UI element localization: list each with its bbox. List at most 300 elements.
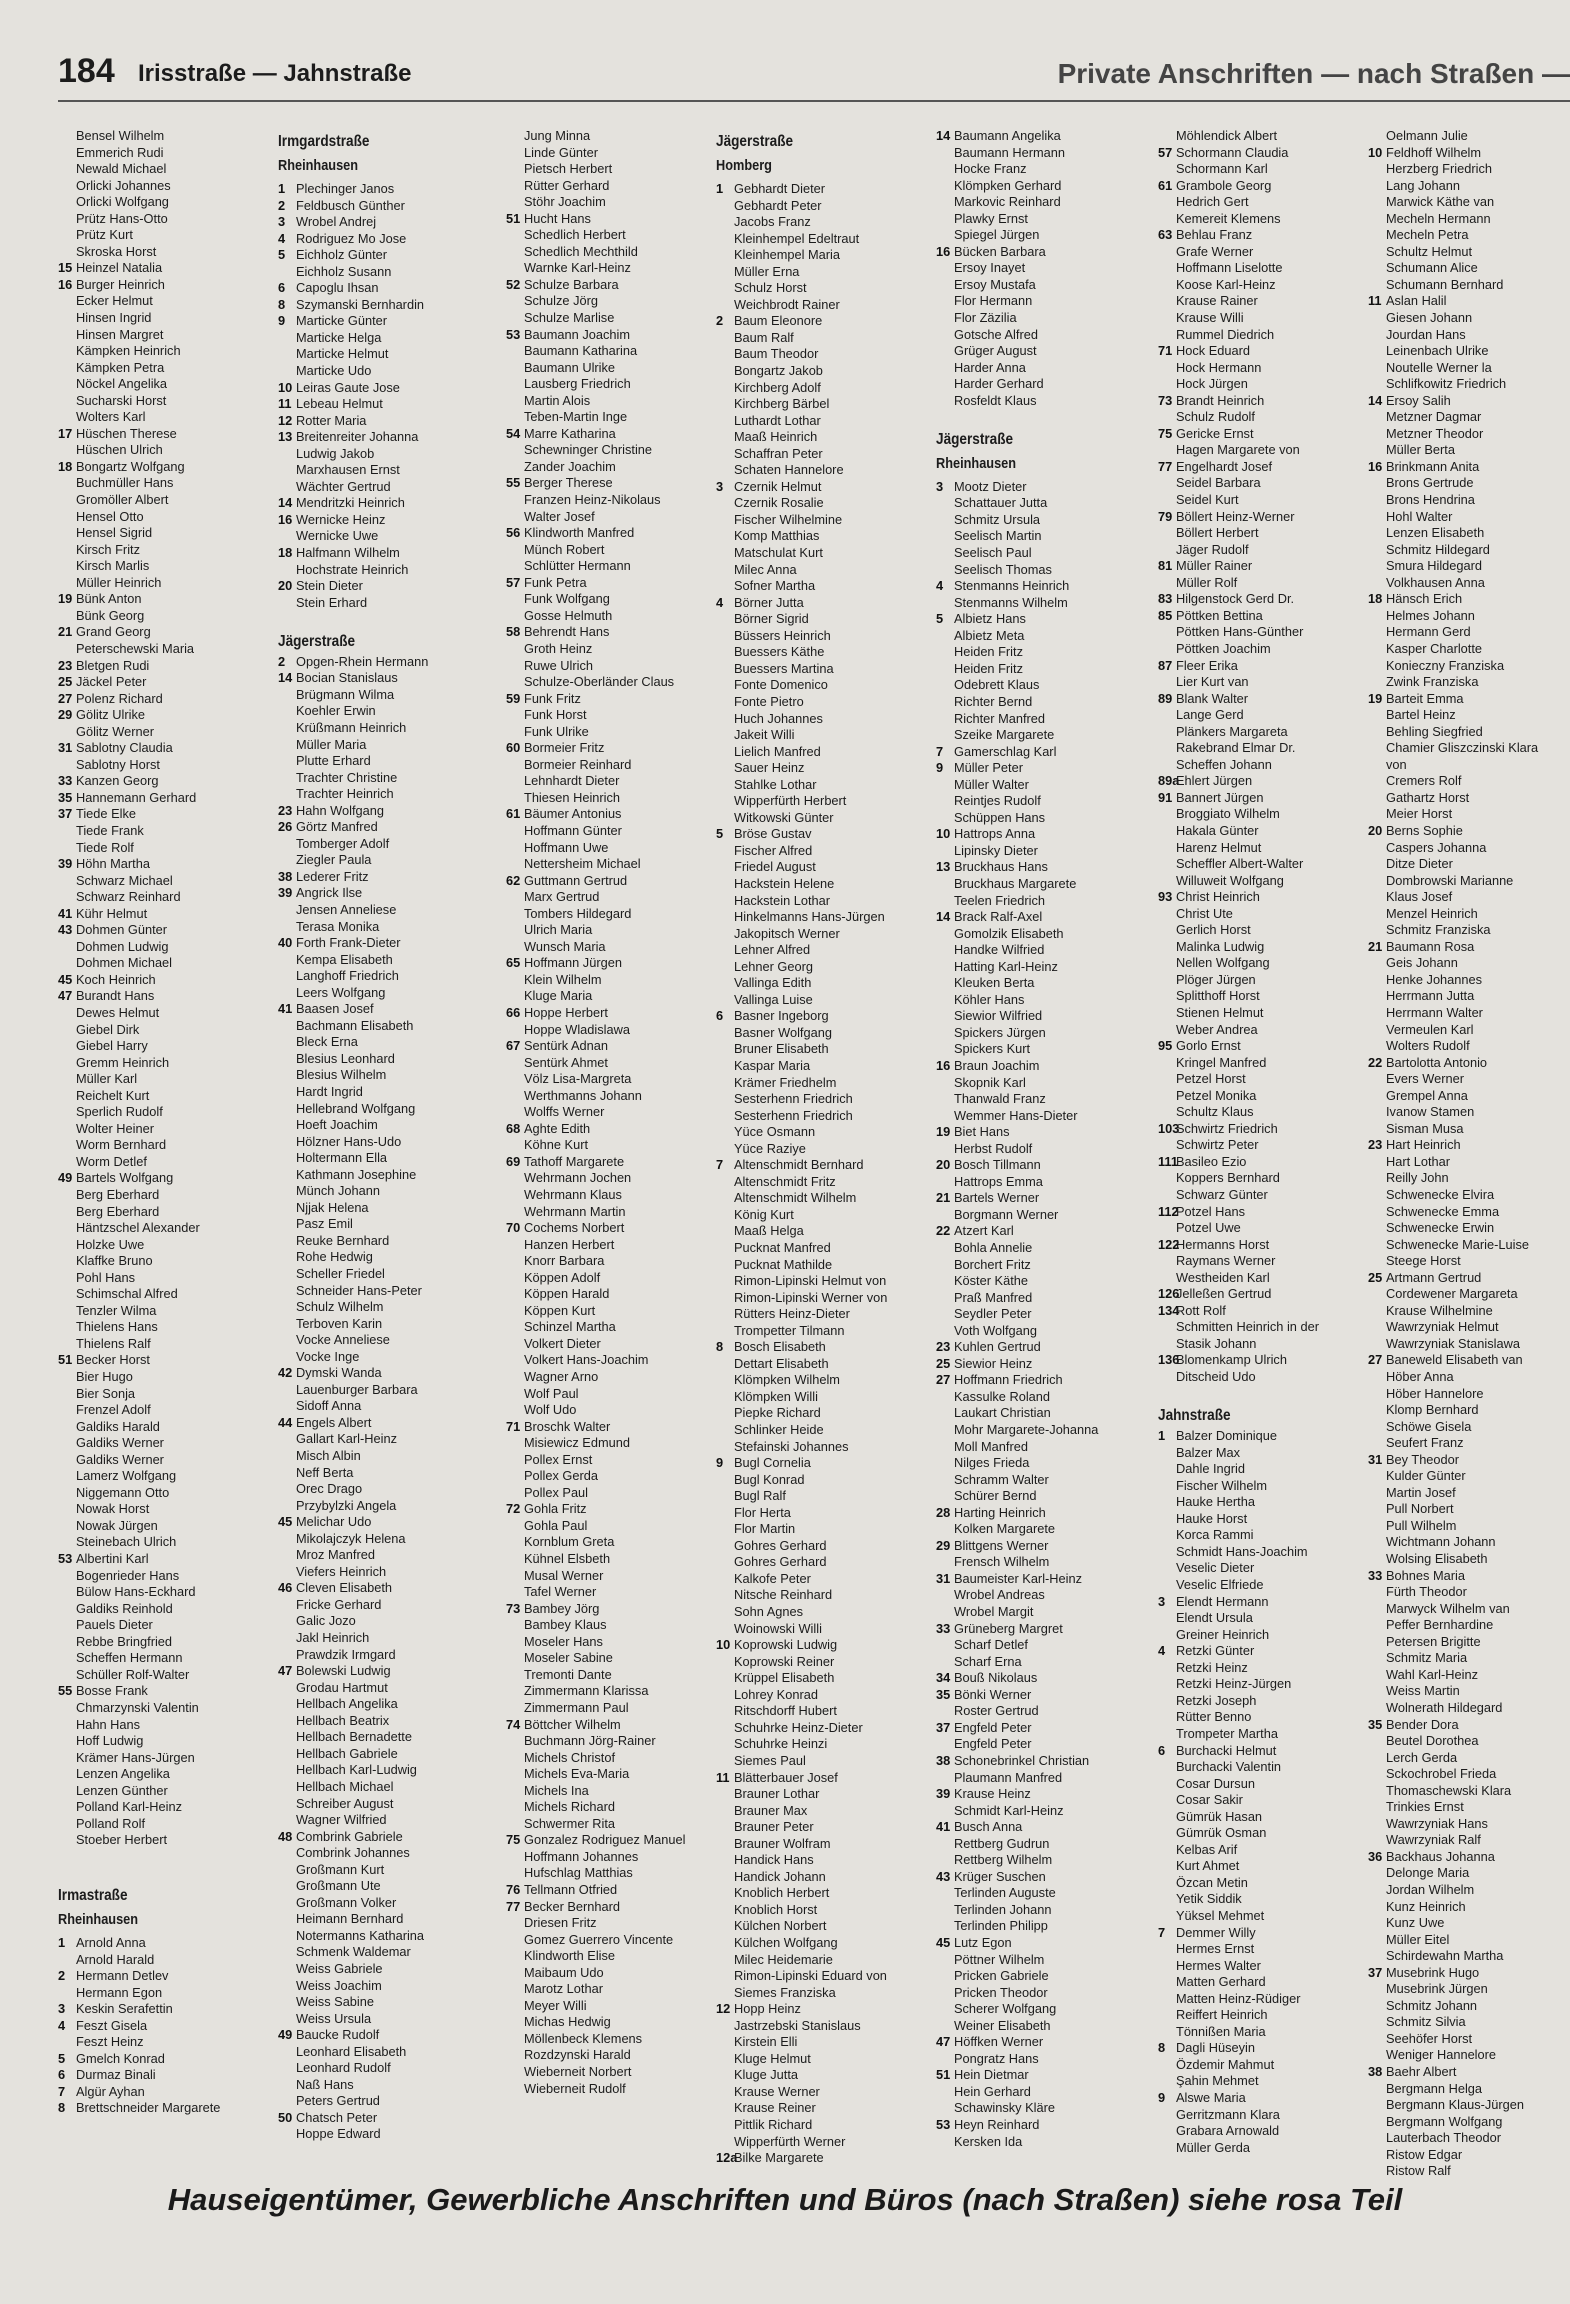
directory-entry [278,313,474,330]
resident-name: Borgmann Werner [954,1206,1059,1222]
resident-name: Brons Hendrina [1386,492,1475,508]
directory-entry [58,724,254,741]
house-number: 85 [1158,607,1173,623]
directory-entry [936,545,1132,562]
house-number [1368,1832,1386,1849]
house-number [278,1878,296,1895]
resident-name: Funk Ulrike [524,723,589,739]
directory-entry [936,859,1132,876]
house-number [1368,840,1386,857]
house-number [1158,1759,1176,1776]
house-number [1158,1544,1176,1561]
house-number [1368,426,1386,443]
directory-entry [1158,757,1354,774]
house-number: 57 [1158,144,1173,160]
directory-entry [716,893,916,910]
resident-name: Michels Richard [524,1799,616,1815]
house-number [506,707,524,724]
directory-entry [1368,1237,1568,1254]
house-number [58,1865,76,1882]
column-3 [506,128,710,2158]
resident-name: Lehnhardt Dieter [524,773,620,789]
house-number [1158,1726,1176,1743]
house-number [1158,1958,1176,1975]
resident-name: Petzel Horst [1176,1071,1246,1087]
resident-name: Hoffmann Uwe [524,839,609,855]
directory-entry [58,873,254,890]
house-number [936,343,954,360]
directory-entry [936,843,1132,860]
directory-entry [506,360,710,377]
house-number [1158,922,1176,939]
resident-name: Jelleßen Gertrud [1176,1286,1272,1302]
resident-name: Aslan Halil [1386,293,1447,309]
house-number [278,786,296,803]
directory-entry [716,1339,916,1356]
directory-entry [716,1488,916,1505]
directory-entry [936,343,1132,360]
resident-name: Dohmen Ludwig [76,938,169,954]
resident-name: Milec Heidemarie [734,1951,833,1967]
directory-entry [58,509,254,526]
house-number: 91 [1158,789,1173,805]
directory-entry [936,2018,1132,2035]
directory-entry [1368,608,1568,625]
house-number [278,1961,296,1978]
directory-entry [506,1170,710,1187]
directory-entry [936,1786,1132,1803]
directory-entry [1368,211,1568,228]
resident-name: Müller Karl [76,1071,138,1087]
directory-entry [716,1058,916,1075]
directory-entry [716,578,916,595]
house-number [278,753,296,770]
house-number [1368,1650,1386,1667]
house-number [1158,1627,1176,1644]
directory-entry [506,856,710,873]
directory-entry [716,346,916,363]
directory-entry [278,1911,474,1928]
directory-entry [1158,128,1354,145]
directory-entry [506,1733,710,1750]
house-number [506,1981,524,1998]
resident-name: Hopp Heinz [734,2001,801,2017]
resident-name: Grüger August [954,343,1037,359]
directory-entry [506,1121,710,1138]
house-number [716,1985,734,2002]
resident-name: Flor Martin [734,1521,796,1537]
house-number [936,942,954,959]
resident-name: Gebhardt Dieter [734,181,826,196]
house-number [278,1895,296,1912]
house-number [506,658,524,675]
resident-name: Hermann Detlev [76,1968,169,1984]
resident-name: Engfeld Peter [954,1719,1032,1735]
house-number [506,1865,524,1882]
resident-name: Kleinhempel Edeltraut [734,230,860,246]
directory-entry [506,658,710,675]
house-number [506,988,524,1005]
house-number [1368,1750,1386,1767]
resident-name: Stefainski Johannes [734,1438,849,1454]
directory-entry [278,2044,474,2061]
resident-name: Dymski Wanda [296,1365,382,1381]
house-number [936,1587,954,1604]
directory-entry [936,1869,1132,1886]
house-number [1368,1882,1386,1899]
house-number [936,393,954,410]
directory-entry [1158,1858,1354,1875]
resident-name: Klömpken Gerhard [954,177,1062,193]
house-number [1158,2057,1176,2074]
house-number [506,1352,524,1369]
directory-entry [936,277,1132,294]
directory-entry [278,2077,474,2094]
directory-entry [936,1902,1132,1919]
resident-name: Reiffert Heinrich [1176,2007,1268,2023]
resident-name: Wolnerath Hildegard [1386,1699,1503,1715]
house-number [278,1266,296,1283]
house-number [58,376,76,393]
directory-entry [278,330,474,347]
directory-entry [1158,2107,1354,2124]
directory-entry [58,1968,254,1985]
resident-name: Brack Ralf-Axel [954,909,1043,925]
directory-entry [278,1729,474,1746]
directory-entry [58,624,254,641]
resident-name: Maaß Helga [734,1223,804,1239]
directory-entry [1158,1220,1354,1237]
directory-entry [506,1022,710,1039]
directory-entry [936,1736,1132,1753]
house-number [936,277,954,294]
directory-entry [506,1634,710,1651]
house-number [58,128,76,145]
resident-name: Blesius Wilhelm [296,1067,387,1083]
resident-name: Polland Rolf [76,1815,146,1831]
house-number [1158,260,1176,277]
resident-name: Schwermer Rita [524,1815,616,1831]
house-number [1368,1386,1386,1403]
resident-name: Hock Jürgen [1176,376,1248,392]
resident-name: Willuweit Wolfgang [1176,872,1284,888]
house-number: 4 [58,2017,66,2033]
resident-name: Keskin Serafettin [76,2001,173,2017]
directory-entry [936,727,1132,744]
resident-name: Schneider Hans-Peter [296,1282,422,1298]
house-number [58,724,76,741]
directory-entry [506,1650,710,1667]
directory-entry [1158,211,1354,228]
resident-name: Richter Bernd [954,693,1033,709]
directory-entry [278,687,474,704]
house-number [58,757,76,774]
directory-entry [716,2117,916,2134]
house-number: 9 [936,760,944,776]
house-number [1158,525,1176,542]
directory-entry [506,525,710,542]
directory-entry [58,1022,254,1039]
resident-name: Sentürk Adnan [524,1038,608,1054]
resident-name: Schedlich Herbert [524,227,626,243]
directory-entry [278,1150,474,1167]
house-number [506,260,524,277]
resident-name: Galdiks Werner [76,1435,164,1451]
resident-name: Orlicki Johannes [76,177,171,193]
house-number [936,992,954,1009]
directory-entry [278,1547,474,1564]
directory-entry [1158,707,1354,724]
house-number: 45 [278,1514,293,1530]
house-number [1368,1336,1386,1353]
directory-entry [278,1564,474,1581]
directory-entry [58,1187,254,1204]
house-number [1158,376,1176,393]
directory-entry [58,525,254,542]
directory-entry [716,446,916,463]
directory-entry [278,181,474,198]
house-number [58,1799,76,1816]
house-number [278,737,296,754]
resident-name: Moseler Sabine [524,1650,613,1666]
directory-entry [936,2084,1132,2101]
resident-name: Meier Horst [1386,806,1453,822]
resident-name: Lausberg Friedrich [524,376,631,392]
resident-name: Wehrmann Martin [524,1203,626,1219]
house-number [936,1240,954,1257]
house-number [1158,293,1176,310]
resident-name: Engelhardt Josef [1176,458,1273,474]
directory-entry [1368,1319,1568,1336]
directory-entry [936,909,1132,926]
directory-entry [716,1687,916,1704]
resident-name: Hermes Ernst [1176,1941,1255,1957]
resident-name: Broschk Walter [524,1418,611,1434]
resident-name: Groth Heinz [524,640,593,656]
house-number: 9 [716,1455,724,1471]
resident-name: Jourdan Hans [1386,326,1466,342]
resident-name: Lerch Gerda [1386,1749,1458,1765]
house-number: 16 [278,511,293,527]
resident-name: Ulrich Maria [524,922,593,938]
directory-entry [716,413,916,430]
directory-entry [58,1518,254,1535]
house-number: 19 [936,1124,951,1140]
house-number [716,909,734,926]
directory-entry [58,641,254,658]
directory-entry [278,935,474,952]
house-number [1368,1948,1386,1965]
resident-name: Gümrük Hasan [1176,1808,1263,1824]
house-number [278,1928,296,1945]
resident-name: Peterschewski Maria [76,640,195,656]
resident-name: Bormeier Fritz [524,740,605,756]
resident-name: Giebel Dirk [76,1021,140,1037]
directory-entry [58,1534,254,1551]
resident-name: Schlütter Hermann [524,558,631,574]
resident-name: Tellmann Otfried [524,1881,618,1897]
resident-name: Hackstein Helene [734,875,835,891]
resident-name: Schimschal Alfred [76,1286,178,1302]
house-number [506,1386,524,1403]
resident-name: Thanwald Franz [954,1091,1046,1107]
resident-name: Stein Dieter [296,578,363,594]
directory-entry [1158,1386,1354,1403]
house-number [716,1554,734,1571]
house-number: 11 [1368,293,1382,309]
directory-entry [936,810,1132,827]
resident-name: Wrobel Andreas [954,1587,1045,1603]
directory-entry [1158,1038,1354,1055]
house-number [506,1369,524,1386]
house-number: 56 [506,525,521,541]
directory-entry [1368,343,1568,360]
house-number [936,1654,954,1671]
resident-name: Schmitz Ursula [954,511,1041,527]
house-number [278,446,296,463]
house-number [1158,1776,1176,1793]
house-number [278,1117,296,1134]
directory-entry [58,178,254,195]
house-number [716,1803,734,1820]
directory-entry [58,1750,254,1767]
resident-name: Wrobel Andrej [296,214,377,230]
directory-entry [1158,873,1354,890]
directory-entry [716,462,916,479]
directory-entry [58,1204,254,1221]
directory-entry [1158,227,1354,244]
house-number [716,810,734,827]
resident-name: Wieberneit Rudolf [524,2080,626,2096]
house-number: 53 [936,2116,951,2132]
resident-name: Schulze Marlise [524,310,615,326]
resident-name: Biet Hans [954,1124,1010,1140]
resident-name: Bongartz Wolfgang [76,458,185,474]
resident-name: Petersen Brigitte [1386,1633,1481,1649]
resident-name: Herrmann Walter [1386,1004,1483,1020]
resident-name: Albertini Karl [76,1551,149,1567]
directory-entry [506,972,710,989]
house-number [716,462,734,479]
directory-entry [716,677,916,694]
house-number [278,611,296,628]
house-number: 47 [936,2034,951,2050]
directory-entry [278,985,474,1002]
resident-name: Pucknat Mathilde [734,1256,833,1272]
directory-entry [58,1435,254,1452]
resident-name: Hauke Hertha [1176,1494,1255,1510]
resident-name: Matschulat Kurt [734,545,823,561]
directory-entry [1158,1369,1354,1386]
directory-entry [1158,1941,1354,1958]
directory-entry [58,1783,254,1800]
directory-entry [506,591,710,608]
directory-entry [1368,542,1568,559]
house-number [1158,442,1176,459]
resident-name: Lauterbach Theodor [1386,2130,1502,2146]
house-number [936,1902,954,1919]
house-number [506,889,524,906]
resident-name: Tomberger Adolf [296,835,390,851]
resident-name: Forth Frank-Dieter [296,935,401,951]
directory-entry [278,1349,474,1366]
resident-name: Dahle Ingrid [1176,1461,1246,1477]
house-number [506,1187,524,1204]
directory-entry [506,128,710,145]
house-number: 4 [936,578,944,594]
resident-name: Weiner Elisabeth [954,2017,1051,2033]
resident-name: Eichholz Günter [296,247,388,263]
directory-entry [58,194,254,211]
directory-entry [936,528,1132,545]
house-number [936,409,954,426]
directory-entry [936,409,1132,426]
directory-entry [506,1038,710,1055]
resident-name: Wolters Rudolf [1386,1038,1470,1054]
house-number [506,145,524,162]
resident-name: Wichtmann Johann [1386,1534,1496,1550]
resident-name: Seelisch Martin [954,528,1042,544]
resident-name: Marotz Lothar [524,1981,603,1997]
house-number: 103 [1158,1120,1180,1136]
house-number [58,1518,76,1535]
house-number [1158,310,1176,327]
directory-entry [278,1299,474,1316]
directory-entry [1158,1121,1354,1138]
resident-name: Lier Kurt van [1176,674,1249,690]
directory-entry [1158,691,1354,708]
directory-entry [278,429,474,446]
house-number: 75 [506,1832,521,1848]
resident-name: Heiden Fritz [954,660,1023,676]
resident-name: Schawinsky Kläre [954,2100,1055,2116]
directory-entry [58,310,254,327]
resident-name: Steinebach Ulrich [76,1534,177,1550]
directory-entry [278,1531,474,1548]
house-number: 48 [278,1828,293,1844]
resident-name: Lutz Egon [954,1934,1012,1950]
directory-entry [936,512,1132,529]
house-number: 42 [278,1365,293,1381]
directory-entry [58,2018,254,2035]
directory-entry [1368,806,1568,823]
house-number: 2 [278,653,286,669]
resident-name: Retzki Heinz-Jürgen [1176,1676,1292,1692]
house-number [1158,475,1176,492]
directory-entry [278,346,474,363]
resident-name: Wernicke Heinz [296,511,386,527]
resident-name: Schaffran Peter [734,445,823,461]
directory-entry [716,495,916,512]
directory-entry [1368,426,1568,443]
resident-name: Jäger Rudolf [1176,541,1249,557]
resident-name: Notermanns Katharina [296,1927,425,1943]
house-number [1368,310,1386,327]
house-number [936,1025,954,1042]
house-number [936,1770,954,1787]
resident-name: Stienen Helmut [1176,1004,1264,1020]
house-number [716,198,734,215]
house-number: 7 [936,743,944,759]
house-number: 62 [506,872,521,888]
resident-name: Schmitz Hildegard [1386,541,1490,557]
house-number: 34 [936,1670,951,1686]
directory-entry [936,893,1132,910]
resident-name: Kunz Uwe [1386,1915,1445,1931]
directory-entry [1158,1055,1354,1072]
directory-entry [1368,1419,1568,1436]
directory-entry [936,611,1132,628]
